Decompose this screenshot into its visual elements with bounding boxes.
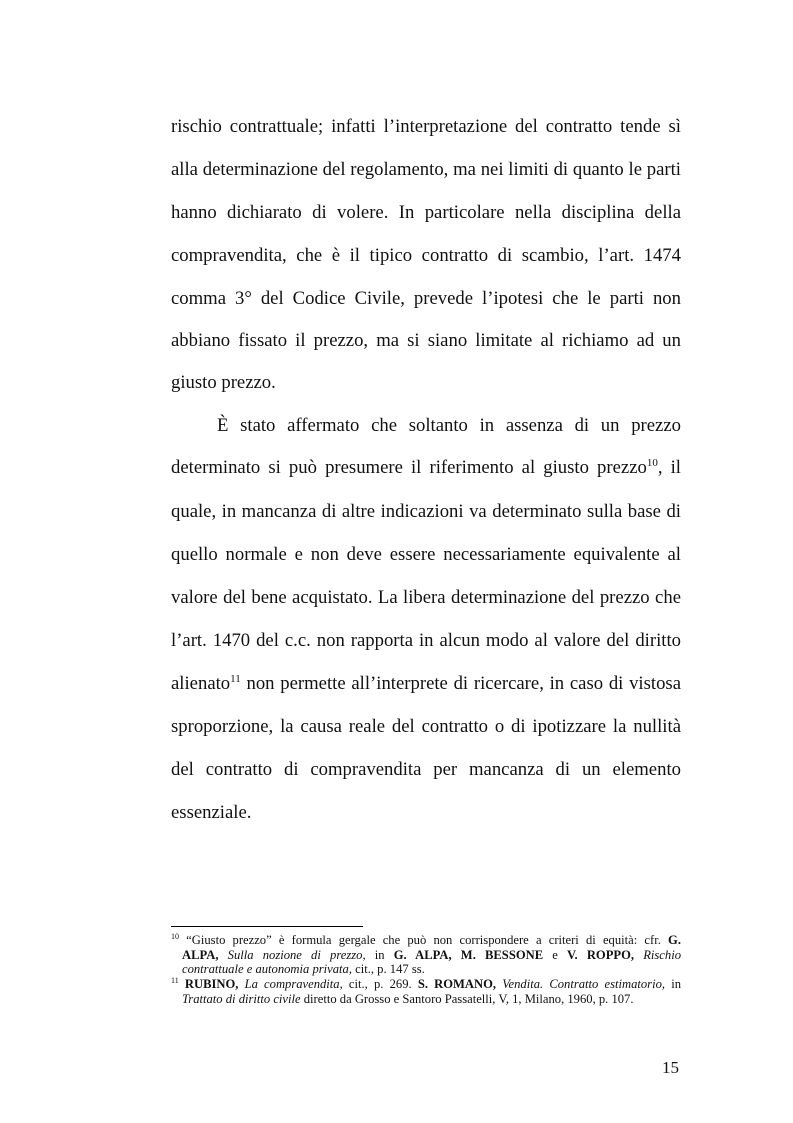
footnote-ref-11: 11 — [230, 673, 241, 685]
footnote-title: Sulla nozione di prezzo, — [218, 948, 366, 962]
body-line: alla determinazione del regolamento, ma nei limiti di quanto le parti — [171, 159, 681, 180]
footnote-author: G. ALPA, M. BESSONE — [393, 948, 544, 962]
footnote-11-line — [182, 993, 681, 1006]
footnote-text: in — [665, 977, 681, 991]
body-line: quale, in mancanza di altre indicazioni va determinato sulla base di — [171, 501, 681, 522]
footnote-number: 10 — [171, 932, 179, 941]
body-line: valore del bene acquistato. La libera determinazione del prezzo che — [171, 587, 681, 608]
footnote-10-line — [182, 949, 681, 962]
body-line: È stato affermato che soltanto in assenza di un prezzo — [217, 415, 681, 436]
footnote-text: cit., p. 269. — [342, 977, 418, 991]
footnote-text: diretto da Grosso e Santoro Passatelli, V, 1, Milano, 1960, p. 107. — [300, 992, 634, 1006]
footnote-separator — [171, 926, 363, 927]
footnote-10 — [171, 934, 681, 947]
footnote-text: cit., p. 147 ss. — [352, 962, 425, 976]
body-line: giusto prezzo. — [171, 372, 276, 393]
footnote-author: RUBINO, — [178, 977, 239, 991]
body-text: , il — [657, 457, 681, 478]
footnote-title: contrattuale e autonomia privata, — [182, 962, 352, 976]
body-line: compravendita, che è il tipico contratto di scambio, l’art. 1474 — [171, 245, 681, 266]
body-text: determinato si può presumere il riferimento al giusto prezzo — [171, 457, 647, 478]
footnote-text: e — [543, 948, 568, 962]
body-line: rischio contrattuale; infatti l’interpretazione del contratto tende sì — [171, 116, 681, 137]
footnote-title: Vendita. Contratto estimatorio, — [496, 977, 666, 991]
body-line — [171, 459, 681, 478]
footnote-11 — [171, 978, 681, 991]
footnote-text: “Giusto prezzo” è formula gergale che può non corrispondere a criteri di equità: cfr. — [179, 933, 669, 947]
body-line: l’art. 1470 del c.c. non rapporta in alcun modo al valore del diritto — [171, 630, 681, 651]
body-line: del contratto di compravendita per mancanza di un elemento — [171, 759, 681, 780]
footnote-text: in — [365, 948, 394, 962]
body-line: hanno dichiarato di volere. In particolare nella disciplina della — [171, 202, 681, 223]
footnote-author: V. ROPPO, — [567, 948, 635, 962]
body-line: sproporzione, la causa reale del contratto o di ipotizzare la nullità — [171, 716, 681, 737]
footnote-author: S. ROMANO, — [417, 977, 497, 991]
body-text: non permette all’interprete di ricercare, in caso di vistosa — [240, 673, 681, 694]
footnote-title: Trattato di diritto civile — [182, 992, 301, 1006]
footnote-ref-10: 10 — [646, 457, 658, 469]
body-line — [171, 675, 681, 694]
footnote-title: Rischio — [634, 948, 681, 962]
footnote-10-line — [182, 963, 681, 976]
page-number: 15 — [662, 1058, 679, 1077]
body-line: essenziale. — [171, 802, 252, 823]
body-line: quello normale e non deve essere necessariamente equivalente al — [171, 544, 681, 565]
footnote-title: La compravendita, — [238, 977, 343, 991]
footnote-author: G. — [668, 933, 681, 947]
body-line: abbiano fissato il prezzo, ma si siano limitate al richiamo ad un — [171, 330, 681, 351]
footnote-author: ALPA, — [182, 948, 219, 962]
body-text: alienato — [171, 673, 231, 694]
body-line: comma 3° del Codice Civile, prevede l’ipotesi che le parti non — [171, 288, 681, 309]
footnote-number: 11 — [171, 976, 179, 985]
